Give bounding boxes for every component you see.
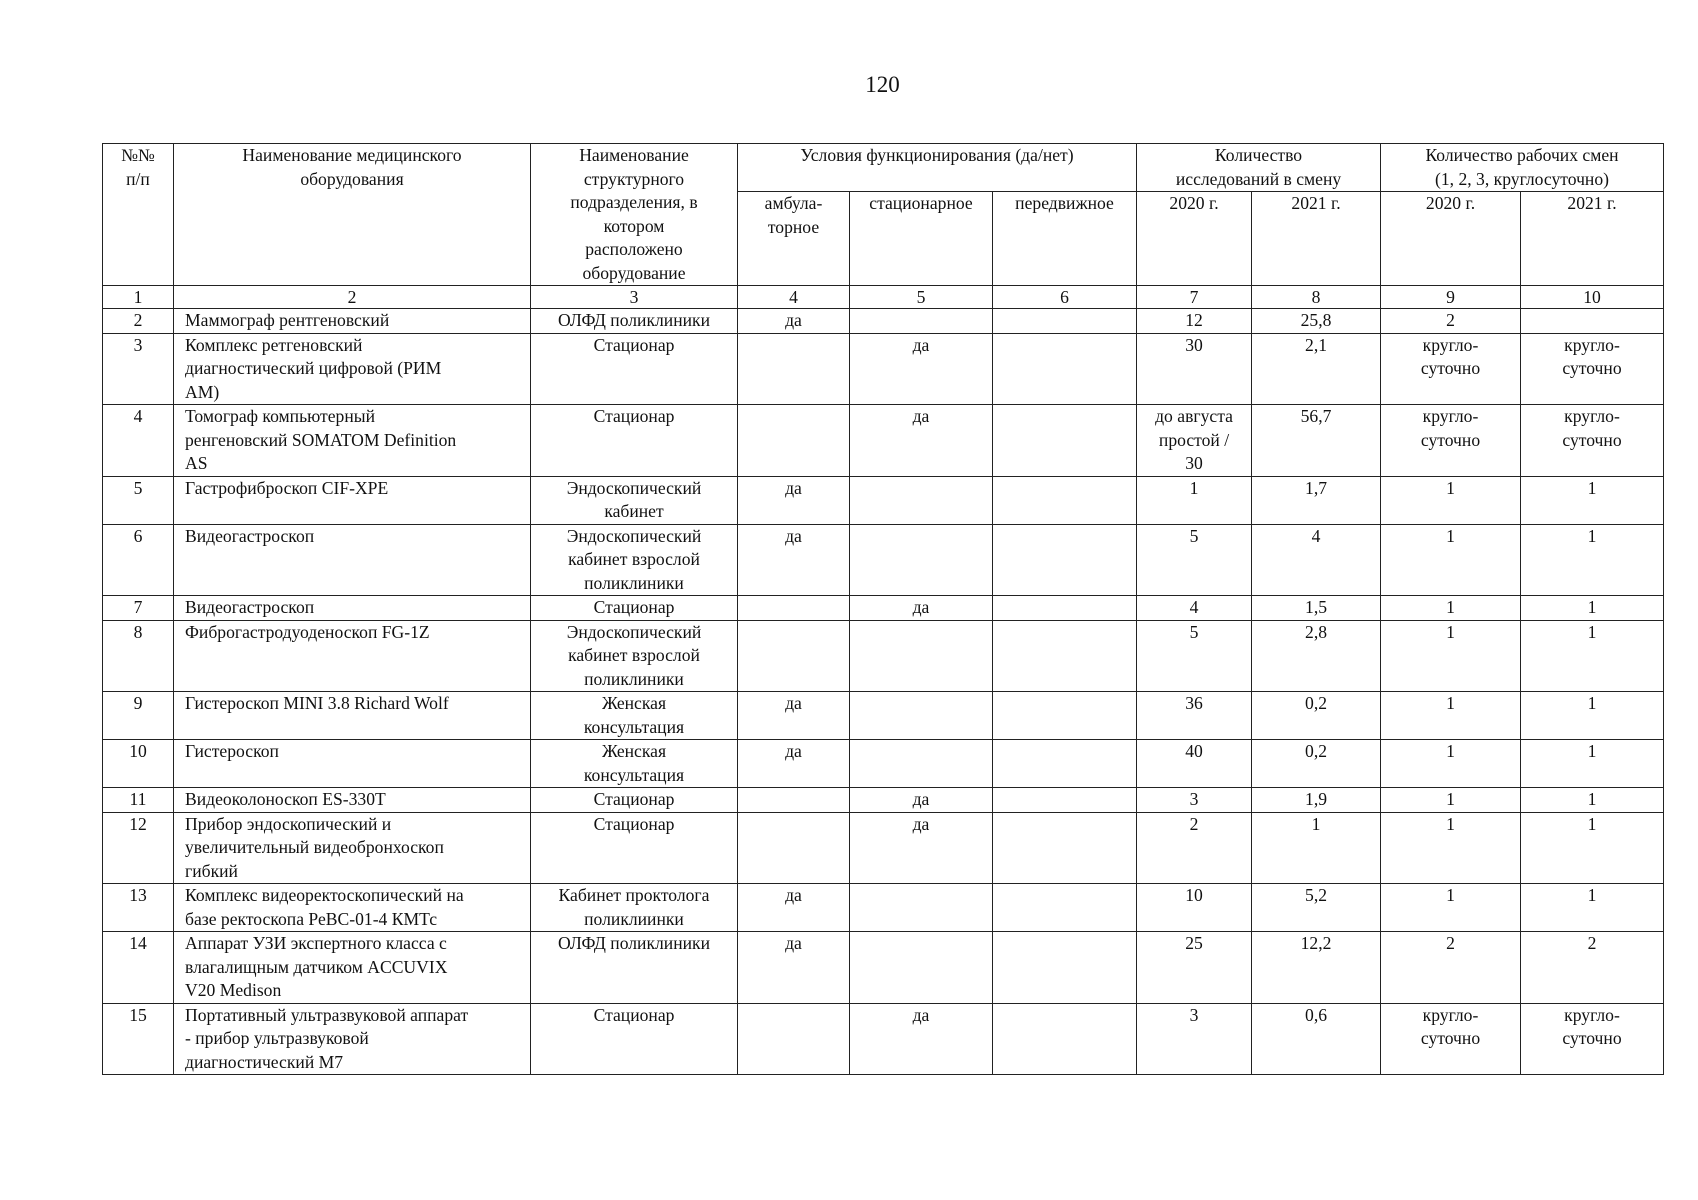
shifts-2021-cell: 1: [1521, 476, 1664, 524]
mobile-cell: [993, 788, 1137, 813]
shifts-2020-cell: 2: [1381, 932, 1521, 1004]
count-2021-cell: 4: [1252, 524, 1381, 596]
stationary-cell: [850, 932, 993, 1004]
table-row: [103, 692, 1664, 740]
equipment-name: Гистероскоп MINI 3.8 Richard Wolf: [174, 692, 531, 740]
unit-name: ОЛФД поликлиники: [531, 309, 738, 334]
ambulatory-cell: [738, 812, 850, 884]
count-2021-cell: 1,7: [1252, 476, 1381, 524]
count-2021-cell: 2,1: [1252, 333, 1381, 405]
ambulatory-cell: [738, 596, 850, 621]
mobile-cell: [993, 812, 1137, 884]
ambulatory-cell: да: [738, 884, 850, 932]
count-2021-cell: 2,8: [1252, 620, 1381, 692]
stationary-cell: да: [850, 596, 993, 621]
equipment-name: Портативный ультразвуковой аппарат - прибор ультразвуковой диагностический М7: [174, 1003, 531, 1075]
shifts-2021-cell: 1: [1521, 596, 1664, 621]
table-row: [103, 1003, 1664, 1075]
shifts-2020-cell: кругло- суточно: [1381, 405, 1521, 477]
ambulatory-cell: [738, 788, 850, 813]
shifts-2020-cell: кругло- суточно: [1381, 333, 1521, 405]
shifts-2021-cell: 1: [1521, 524, 1664, 596]
equipment-name: Гастрофиброскоп CIF-XPE: [174, 476, 531, 524]
unit-name: Женская консультация: [531, 740, 738, 788]
mobile-cell: [993, 692, 1137, 740]
stationary-cell: [850, 884, 993, 932]
unit-name: Стационар: [531, 333, 738, 405]
equipment-name: Маммограф рентгеновский: [174, 309, 531, 334]
table-row: [103, 309, 1664, 334]
row-number: 11: [103, 788, 174, 813]
header-ambulatory: амбула- торное: [738, 192, 850, 286]
column-number: 2: [174, 286, 531, 309]
stationary-cell: да: [850, 812, 993, 884]
row-number: 15: [103, 1003, 174, 1075]
mobile-cell: [993, 476, 1137, 524]
count-2020-cell: 1: [1137, 476, 1252, 524]
shifts-2021-cell: 1: [1521, 884, 1664, 932]
mobile-cell: [993, 884, 1137, 932]
header-stationary: стационарное: [850, 192, 993, 286]
header-shifts: Количество рабочих смен (1, 2, 3, круглосуточно): [1381, 144, 1664, 192]
equipment-name: Видеогастроскоп: [174, 596, 531, 621]
mobile-cell: [993, 596, 1137, 621]
equipment-name: Видеоколоноскоп ES-330T: [174, 788, 531, 813]
count-2020-cell: 3: [1137, 1003, 1252, 1075]
ambulatory-cell: [738, 333, 850, 405]
mobile-cell: [993, 1003, 1137, 1075]
count-2021-cell: 1: [1252, 812, 1381, 884]
shifts-2021-cell: 2: [1521, 932, 1664, 1004]
stationary-cell: [850, 524, 993, 596]
mobile-cell: [993, 524, 1137, 596]
mobile-cell: [993, 309, 1137, 334]
mobile-cell: [993, 620, 1137, 692]
shifts-2021-cell: 1: [1521, 740, 1664, 788]
table-row: [103, 333, 1664, 405]
row-number: 12: [103, 812, 174, 884]
ambulatory-cell: да: [738, 476, 850, 524]
column-number: 6: [993, 286, 1137, 309]
shifts-2021-cell: кругло- суточно: [1521, 405, 1664, 477]
unit-name: Эндоскопический кабинет взрослой поликлиники: [531, 620, 738, 692]
header-shifts-2021: 2021 г.: [1521, 192, 1664, 286]
row-number: 4: [103, 405, 174, 477]
stationary-cell: да: [850, 788, 993, 813]
row-number: 9: [103, 692, 174, 740]
page-number: 120: [865, 72, 900, 97]
header-num: №№ п/п: [103, 144, 174, 286]
unit-name: Эндоскопический кабинет: [531, 476, 738, 524]
shifts-2020-cell: 1: [1381, 620, 1521, 692]
stationary-cell: да: [850, 333, 993, 405]
count-2021-cell: 0,6: [1252, 1003, 1381, 1075]
unit-name: Женская консультация: [531, 692, 738, 740]
header-equipment-name: Наименование медицинского оборудования: [174, 144, 531, 286]
header-shifts-2020: 2020 г.: [1381, 192, 1521, 286]
equipment-name: Фиброгастродуоденоскоп FG-1Z: [174, 620, 531, 692]
shifts-2020-cell: кругло- суточно: [1381, 1003, 1521, 1075]
row-number: 3: [103, 333, 174, 405]
equipment-name: Видеогастроскоп: [174, 524, 531, 596]
ambulatory-cell: [738, 405, 850, 477]
table-row: [103, 596, 1664, 621]
table-body: [103, 286, 1664, 1075]
header-conditions: Условия функционирования (да/нет): [738, 144, 1137, 192]
ambulatory-cell: да: [738, 692, 850, 740]
mobile-cell: [993, 932, 1137, 1004]
shifts-2020-cell: 1: [1381, 812, 1521, 884]
table-row: [103, 476, 1664, 524]
ambulatory-cell: [738, 1003, 850, 1075]
shifts-2021-cell: 1: [1521, 812, 1664, 884]
ambulatory-cell: да: [738, 932, 850, 1004]
shifts-2020-cell: 1: [1381, 884, 1521, 932]
row-number: 7: [103, 596, 174, 621]
unit-name: Стационар: [531, 405, 738, 477]
unit-name: Стационар: [531, 788, 738, 813]
count-2021-cell: 0,2: [1252, 740, 1381, 788]
shifts-2020-cell: 2: [1381, 309, 1521, 334]
count-2021-cell: 56,7: [1252, 405, 1381, 477]
equipment-table: [102, 143, 1664, 1075]
table-header: [103, 144, 1664, 286]
column-number: 8: [1252, 286, 1381, 309]
count-2021-cell: 1,9: [1252, 788, 1381, 813]
count-2021-cell: 1,5: [1252, 596, 1381, 621]
header-exam-count: Количество исследований в смену: [1137, 144, 1381, 192]
shifts-2020-cell: 1: [1381, 740, 1521, 788]
row-number: 2: [103, 309, 174, 334]
row-number: 6: [103, 524, 174, 596]
row-number: 14: [103, 932, 174, 1004]
table-row: [103, 812, 1664, 884]
ambulatory-cell: да: [738, 524, 850, 596]
shifts-2020-cell: 1: [1381, 476, 1521, 524]
stationary-cell: да: [850, 405, 993, 477]
shifts-2021-cell: [1521, 309, 1664, 334]
table-row: [103, 620, 1664, 692]
row-number: 13: [103, 884, 174, 932]
unit-name: Эндоскопический кабинет взрослой поликлиники: [531, 524, 738, 596]
header-unit: Наименование структурного подразделения, в котором расположено оборудование: [531, 144, 738, 286]
equipment-name: Комплекс видеоректоскопический на базе ректоскопа РеВС-01-4 КМТс: [174, 884, 531, 932]
shifts-2021-cell: 1: [1521, 620, 1664, 692]
header-mobile: передвижное: [993, 192, 1137, 286]
table-row: [103, 932, 1664, 1004]
count-2020-cell: 2: [1137, 812, 1252, 884]
row-number: 5: [103, 476, 174, 524]
count-2020-cell: 30: [1137, 333, 1252, 405]
equipment-name: Комплекс ретгеновский диагностический цифровой (РИМ АМ): [174, 333, 531, 405]
stationary-cell: [850, 476, 993, 524]
mobile-cell: [993, 333, 1137, 405]
column-number: 5: [850, 286, 993, 309]
unit-name: Стационар: [531, 1003, 738, 1075]
shifts-2020-cell: 1: [1381, 692, 1521, 740]
count-2021-cell: 5,2: [1252, 884, 1381, 932]
column-number: 7: [1137, 286, 1252, 309]
column-number: 1: [103, 286, 174, 309]
mobile-cell: [993, 740, 1137, 788]
row-number: 8: [103, 620, 174, 692]
count-2020-cell: до августа простой / 30: [1137, 405, 1252, 477]
equipment-name: Прибор эндоскопический и увеличительный видеобронхоскоп гибкий: [174, 812, 531, 884]
table-row: [103, 405, 1664, 477]
shifts-2021-cell: кругло- суточно: [1521, 1003, 1664, 1075]
shifts-2021-cell: 1: [1521, 788, 1664, 813]
equipment-name: Гистероскоп: [174, 740, 531, 788]
count-2020-cell: 40: [1137, 740, 1252, 788]
column-number: 9: [1381, 286, 1521, 309]
ambulatory-cell: да: [738, 740, 850, 788]
count-2021-cell: 25,8: [1252, 309, 1381, 334]
count-2021-cell: 0,2: [1252, 692, 1381, 740]
count-2020-cell: 25: [1137, 932, 1252, 1004]
header-count-2020: 2020 г.: [1137, 192, 1252, 286]
stationary-cell: да: [850, 1003, 993, 1075]
table-row: [103, 884, 1664, 932]
count-2020-cell: 5: [1137, 524, 1252, 596]
table-row: [103, 740, 1664, 788]
unit-name: Кабинет проктолога поликлиинки: [531, 884, 738, 932]
shifts-2020-cell: 1: [1381, 596, 1521, 621]
shifts-2020-cell: 1: [1381, 788, 1521, 813]
table-row: [103, 524, 1664, 596]
stationary-cell: [850, 740, 993, 788]
ambulatory-cell: да: [738, 309, 850, 334]
count-2020-cell: 12: [1137, 309, 1252, 334]
table-row: [103, 788, 1664, 813]
count-2021-cell: 12,2: [1252, 932, 1381, 1004]
stationary-cell: [850, 309, 993, 334]
unit-name: Стационар: [531, 596, 738, 621]
unit-name: Стационар: [531, 812, 738, 884]
column-number-row: [103, 286, 1664, 309]
equipment-name: Томограф компьютерный ренгеновский SOMATOM Definition AS: [174, 405, 531, 477]
column-number: 10: [1521, 286, 1664, 309]
shifts-2020-cell: 1: [1381, 524, 1521, 596]
stationary-cell: [850, 620, 993, 692]
equipment-name: Аппарат УЗИ экспертного класса с влагалищным датчиком ACCUVIX V20 Medison: [174, 932, 531, 1004]
unit-name: ОЛФД поликлиники: [531, 932, 738, 1004]
mobile-cell: [993, 405, 1137, 477]
column-number: 3: [531, 286, 738, 309]
count-2020-cell: 10: [1137, 884, 1252, 932]
column-number: 4: [738, 286, 850, 309]
row-number: 10: [103, 740, 174, 788]
count-2020-cell: 5: [1137, 620, 1252, 692]
ambulatory-cell: [738, 620, 850, 692]
stationary-cell: [850, 692, 993, 740]
shifts-2021-cell: 1: [1521, 692, 1664, 740]
header-count-2021: 2021 г.: [1252, 192, 1381, 286]
count-2020-cell: 36: [1137, 692, 1252, 740]
count-2020-cell: 4: [1137, 596, 1252, 621]
shifts-2021-cell: кругло- суточно: [1521, 333, 1664, 405]
count-2020-cell: 3: [1137, 788, 1252, 813]
